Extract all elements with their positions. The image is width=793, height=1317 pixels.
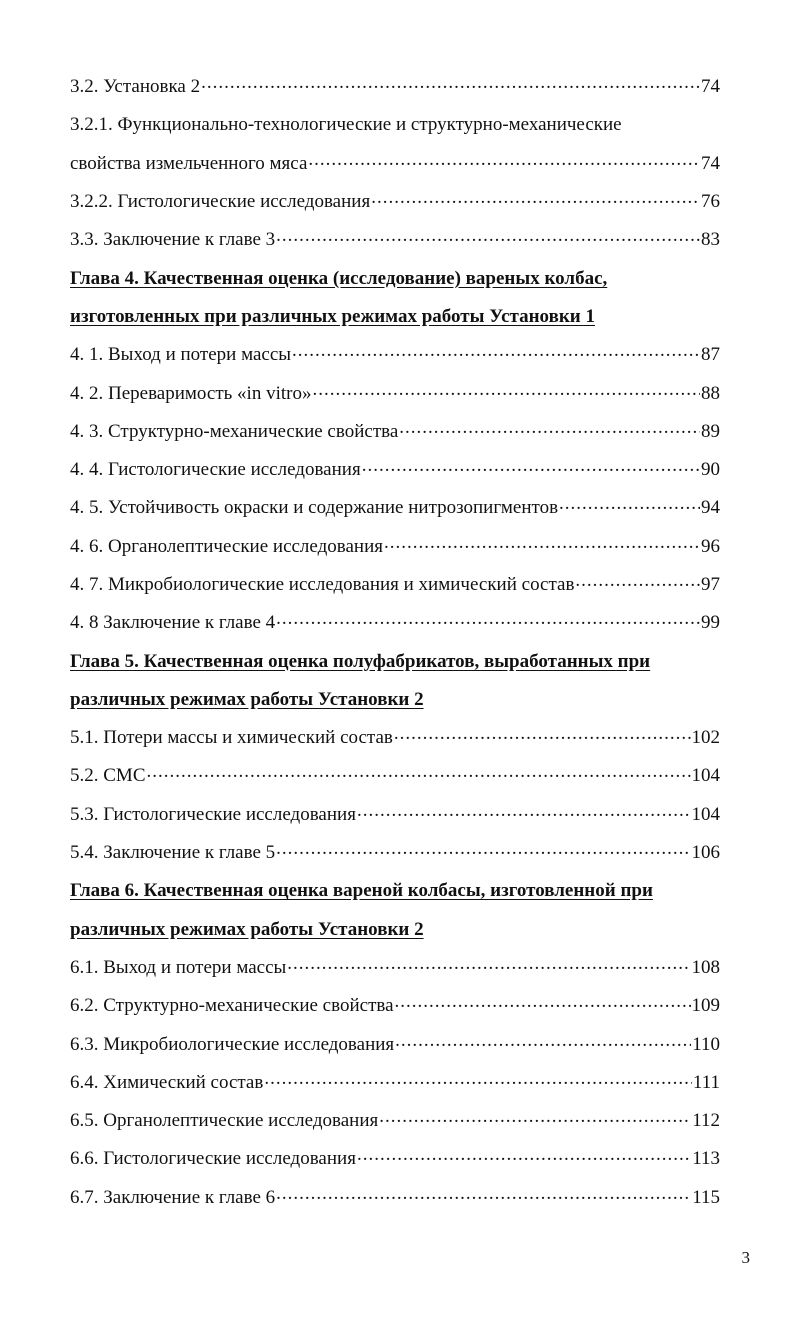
toc-entry-title: 4. 5. Устойчивость окраски и содержание нитрозопигментов [70,497,559,519]
dot-leader [371,187,700,209]
toc-entry [70,183,720,221]
toc-entry [70,1140,720,1178]
toc-entry-title: 3.3. Заключение к главе 3 [70,229,276,251]
toc-entry-title: 6.4. Химический состав [70,1071,264,1093]
toc-entry-page: 104 [691,803,720,825]
dot-leader [147,761,691,783]
chapter-heading-text: Глава 4. Качественная оценка (исследование) вареных колбас, [70,267,608,289]
dot-leader [394,723,691,745]
toc-entry [70,949,720,987]
toc-entry-page: 76 [701,191,720,213]
toc-entry-page: 102 [691,727,720,749]
toc-entry [70,719,720,757]
chapter-heading [70,642,720,680]
chapter-heading-text: различных режимах работы Установки 2 [70,918,424,940]
toc-entry [70,1025,720,1063]
chapter-heading [70,681,720,719]
dot-leader [312,379,700,401]
chapter-heading [70,911,720,949]
page-number: 3 [741,1248,750,1267]
toc-entry [70,451,720,489]
toc-entry-title: 4. 4. Гистологические исследования [70,459,361,481]
dot-leader [287,953,690,975]
toc-entry [70,413,720,451]
dot-leader [292,340,700,362]
toc-entry [70,796,720,834]
toc-entry-page: 104 [691,765,720,787]
toc-entry-title: 5.4. Заключение к главе 5 [70,842,276,864]
dot-leader [575,570,700,592]
dot-leader [264,1068,692,1090]
toc-entry [70,68,720,106]
toc-entry [70,221,720,259]
dot-leader [276,838,690,860]
dot-leader [362,455,700,477]
toc-entry-title: 6.3. Микробиологические исследования [70,1033,395,1055]
dot-leader [276,608,700,630]
toc-entry-page: 89 [701,420,720,442]
toc-entry-page: 115 [692,1186,720,1208]
toc-entry-title: 4. 7. Микробиологические исследования и химический состав [70,574,575,595]
dot-leader [276,225,700,247]
toc-entry-title: 4. 1. Выход и потери массы [70,344,292,366]
toc-entry-page: 74 [701,76,720,98]
toc-entry [70,1064,720,1102]
dot-leader [384,532,700,554]
toc-entry-page: 99 [701,612,720,634]
toc-entry-page: 110 [692,1033,720,1055]
toc-entry-page: 88 [701,382,720,404]
toc-entry [70,336,720,374]
toc-entry-page: 74 [701,152,720,174]
toc-entry [70,145,720,183]
toc-entry-title: 3.2.2. Гистологические исследования [70,191,371,213]
chapter-heading-text: изготовленных при различных режимах работы Установки 1 [70,305,595,327]
dot-leader [395,1030,691,1052]
toc-entry-page: 113 [692,1148,720,1170]
toc-entry-title: 3.2. Установка 2 [70,76,201,98]
toc-entry-title: 5.3. Гистологические исследования [70,803,356,825]
toc-entry-page: 97 [701,574,720,595]
toc-entry-title: 6.7. Заключение к главе 6 [70,1186,276,1208]
dot-leader [379,1106,691,1128]
toc-entry-page: 111 [692,1071,720,1093]
dot-leader [201,72,700,94]
toc-entry [70,489,720,527]
toc-entry [70,1102,720,1140]
chapter-heading-text: Глава 5. Качественная оценка полуфабрикатов, выработанных при [70,650,651,672]
dot-leader [308,149,700,171]
toc-entry [70,604,720,642]
dot-leader [276,1183,691,1205]
dot-leader [559,493,700,515]
toc-entry-page: 112 [692,1110,720,1132]
toc-entry [70,566,720,604]
toc-entry-title: 6.6. Гистологические исследования [70,1148,356,1170]
chapter-heading-text: Глава 6. Качественная оценка вареной колбасы, изготовленной при [70,880,653,902]
toc-entry-title: 4. 3. Структурно-механические свойства [70,420,399,442]
toc-text: 3.2.1. Функционально-технологические и структурно-механические [70,114,622,136]
toc-entry-title: 4. 8 Заключение к главе 4 [70,612,276,634]
toc-entry-title: 5.1. Потери массы и химический состав [70,727,393,749]
toc-entry-title: 5.2. СМС [70,765,146,787]
toc-entry [70,528,720,566]
toc-entry-page: 106 [691,842,720,864]
toc-entry-title: 6.5. Органолептические исследования [70,1110,379,1132]
chapter-heading [70,298,720,336]
toc-entry-page: 94 [701,497,720,519]
chapter-heading-text: различных режимах работы Установки 2 [70,688,424,710]
toc-entry-title: свойства измельченного мяса [70,152,308,174]
dot-leader [399,417,700,439]
dot-leader [357,800,691,822]
toc-entry-page: 96 [701,535,720,557]
toc-entry-title: 6.1. Выход и потери массы [70,956,287,978]
toc-entry-page: 90 [701,459,720,481]
toc-entry [70,757,720,795]
dot-leader [357,1144,691,1166]
chapter-heading [70,259,720,297]
toc-entry-page: 87 [701,344,720,366]
toc-entry-title: 4. 2. Переваримость «in vitro» [70,382,312,404]
toc-entry [70,1179,720,1217]
table-of-contents [70,68,720,1217]
chapter-heading [70,872,720,910]
toc-entry [70,987,720,1025]
dot-leader [395,991,691,1013]
toc-entry-page: 83 [701,229,720,251]
toc-entry-page: 108 [691,956,720,978]
toc-entry-title: 6.2. Структурно-механические свойства [70,995,394,1017]
toc-entry [70,834,720,872]
toc-entry-page: 109 [691,995,720,1017]
toc-text-line [70,106,720,144]
toc-entry [70,374,720,412]
toc-entry-title: 4. 6. Органолептические исследования [70,535,383,557]
